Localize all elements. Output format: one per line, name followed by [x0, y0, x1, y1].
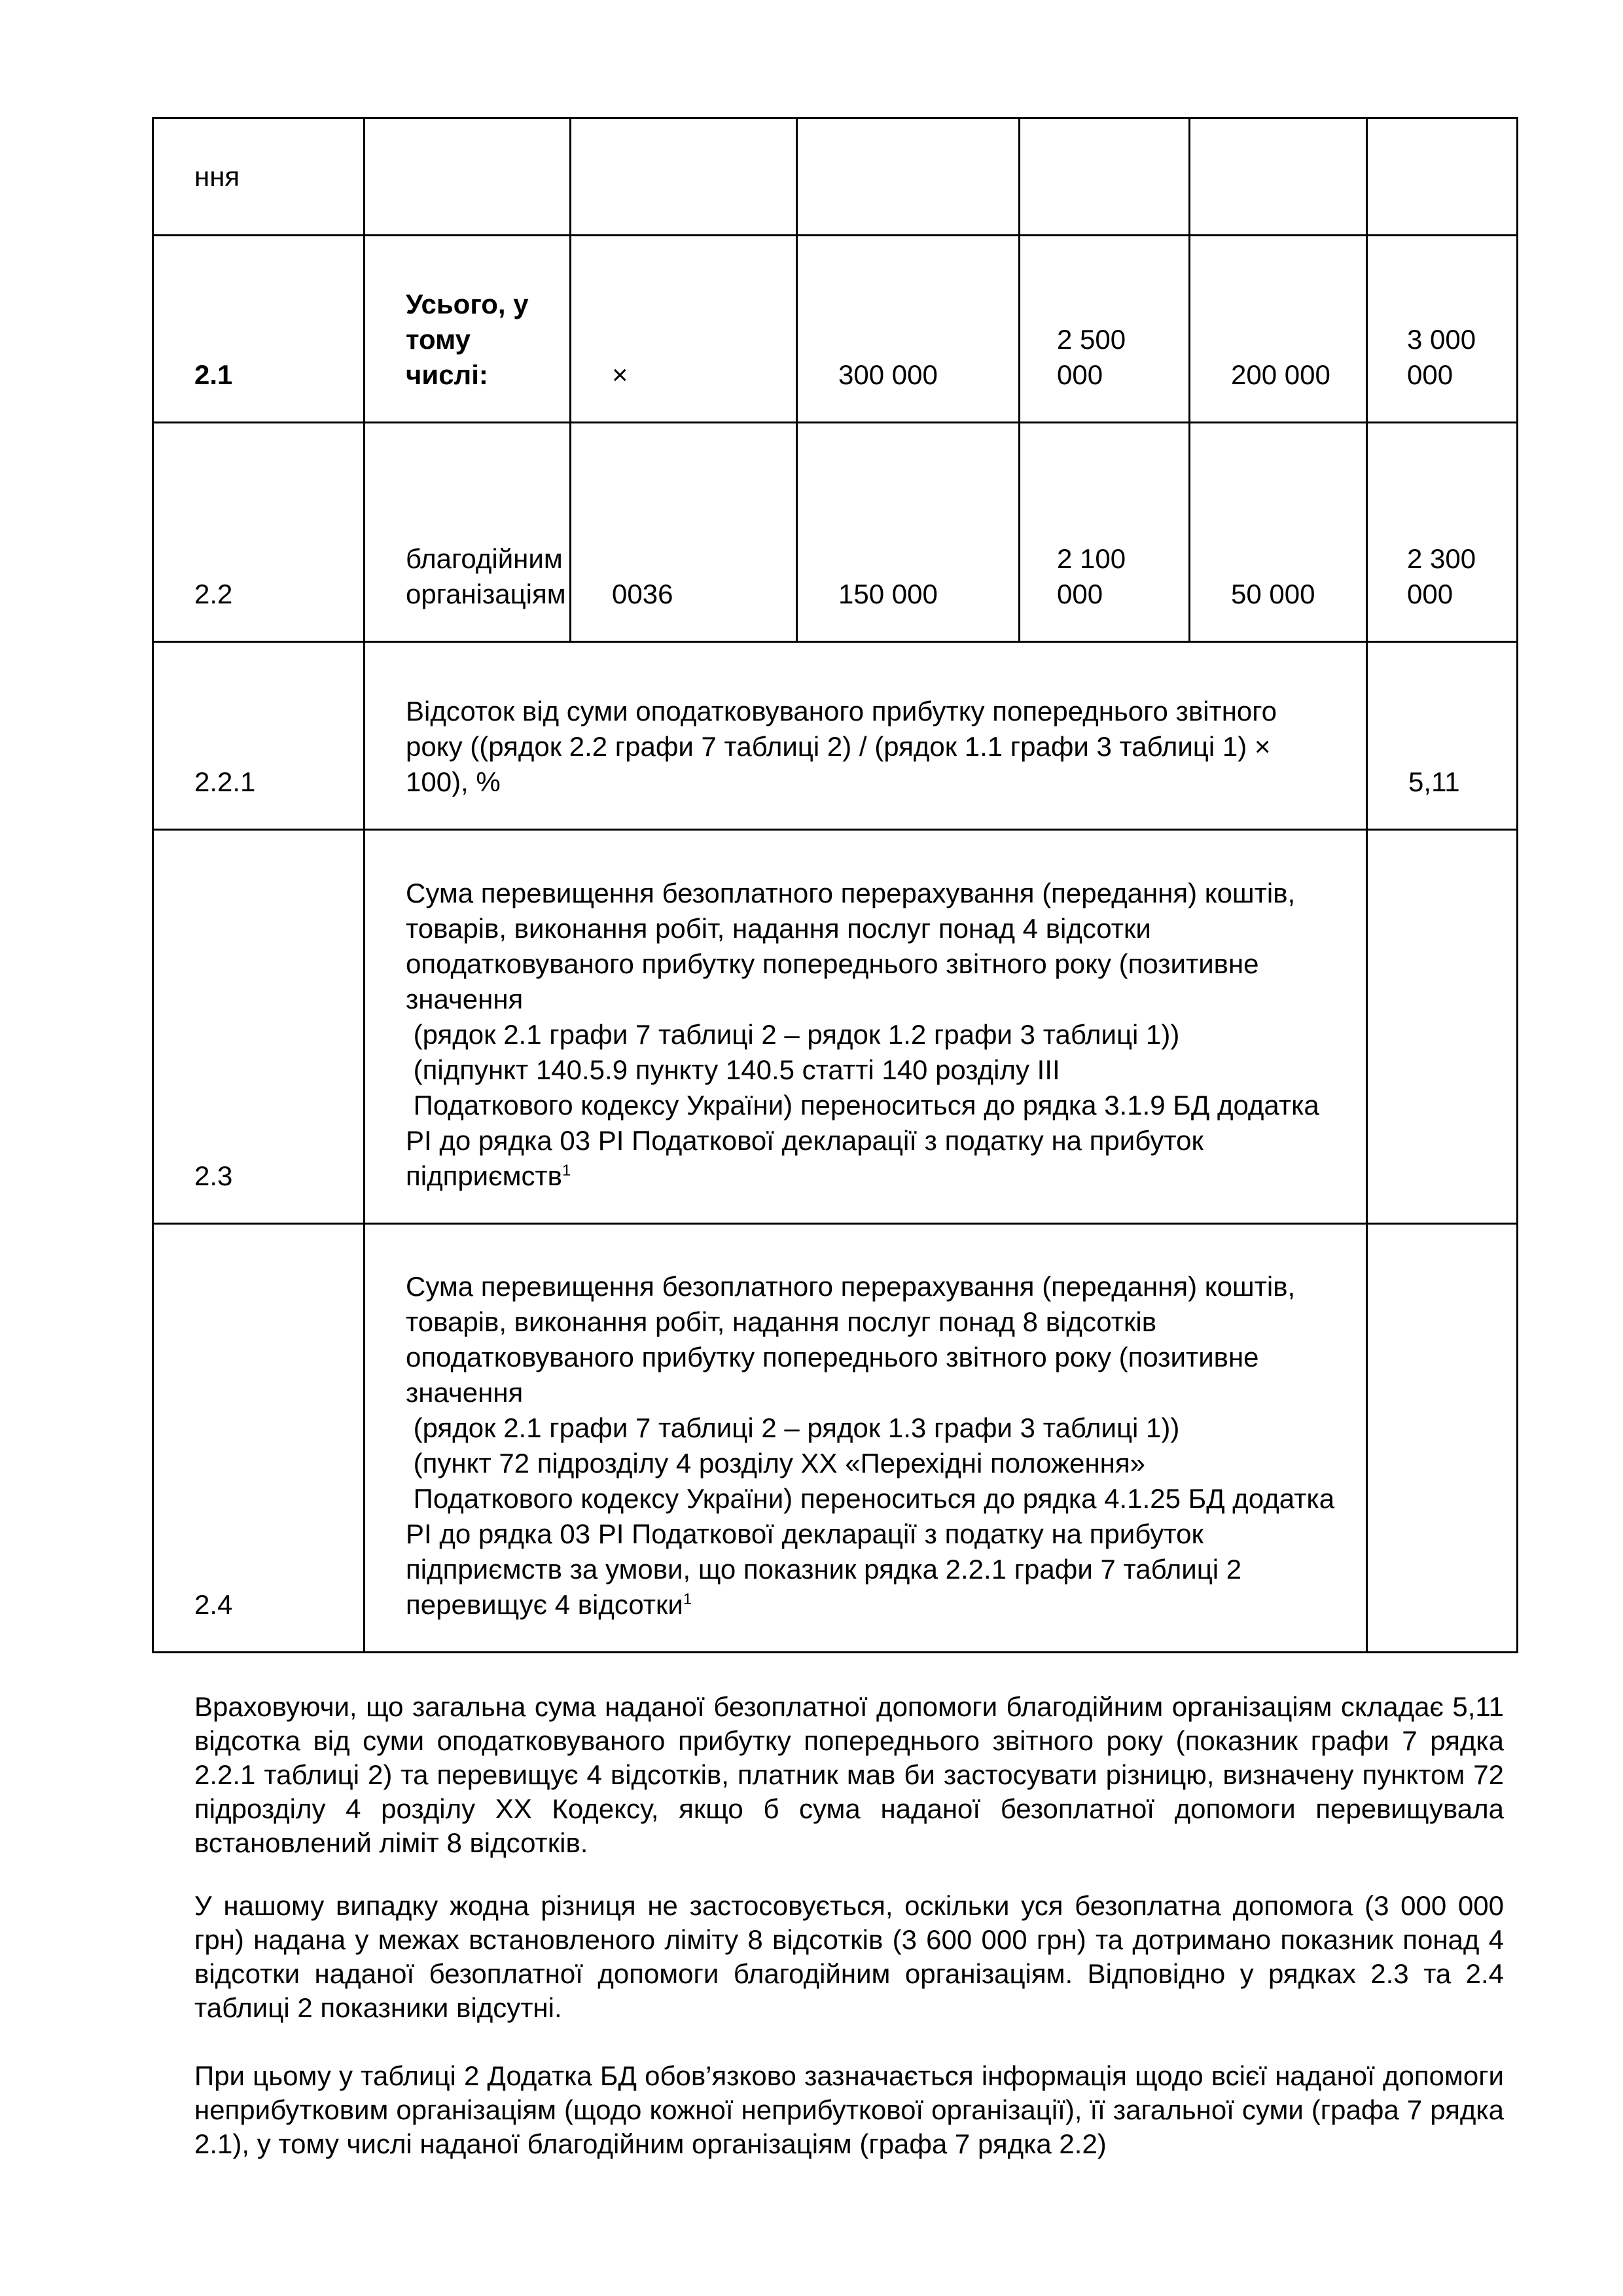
- row-number-cell: ння: [153, 118, 365, 236]
- table-row: [153, 1224, 1518, 1653]
- description-line: (рядок 2.1 графи 7 таблиці 2 – рядок 1.3 графи 3 таблиці 1)): [406, 1412, 1180, 1443]
- table-row: [153, 423, 1518, 642]
- table-row: [153, 236, 1518, 423]
- description-line: Сума перевищення безоплатного перерахування (передання) коштів, товарів, виконання робіт, надання послуг понад 8 відсотків оподатковуваного прибутку попереднього звітного року (позитивне значення: [406, 1271, 1296, 1408]
- name-cell: Усього, у тому числі:: [365, 236, 571, 423]
- row-number-cell: 2.2: [153, 423, 365, 642]
- value-cell: 3 000 000: [1367, 236, 1518, 423]
- description-line: (пункт 72 підрозділу 4 розділу XX «Перехідні положення»: [406, 1448, 1145, 1479]
- row-number-cell: 2.3: [153, 830, 365, 1224]
- value-cell: [1020, 118, 1190, 236]
- value-cell: 2 300 000: [1367, 423, 1518, 642]
- description-cell: [365, 830, 1367, 1224]
- value-cell: [1190, 118, 1367, 236]
- value-cell: 2 500 000: [1020, 236, 1190, 423]
- name-cell: благодійним організаціям: [365, 423, 571, 642]
- paragraph-reporting-note: При цьому у таблиці 2 Додатка БД обов’язково зазначається інформація щодо всієї наданої допомоги неприбутковим організаціям (щодо кожної неприбуткової організації), її загальної суми (графа 7 рядка 2.1), у тому числі наданої благодійним організаціям (графа 7 рядка 2.2): [194, 2060, 1504, 2159]
- description-cell: [365, 1224, 1367, 1653]
- description-line: (рядок 2.1 графи 7 таблиці 2 – рядок 1.2 графи 3 таблиці 1)): [406, 1019, 1180, 1050]
- description-cell: Відсоток від суми оподатковуваного прибутку попереднього звітного року ((рядок 2.2 графи 7 таблиці 2) / (рядок 1.1 графи 3 таблиці 1) × 100), %: [365, 642, 1367, 830]
- description-line: Податкового кодексу України) переноситься до рядка 4.1.25 БД додатка РІ до рядка 03 РІ Податкової декларації з податку на прибуток підприємств за умови, що показник рядка 2.2.1 графи 7 таблиці 2 перевищує 4 відсотки: [406, 1483, 1342, 1620]
- value-cell: 50 000: [1190, 423, 1367, 642]
- value-cell: 2 100 000: [1020, 423, 1190, 642]
- description-line: Сума перевищення безоплатного перерахування (передання) коштів, товарів, виконання робіт, надання послуг понад 4 відсотки оподатковуваного прибутку попереднього звітного року (позитивне значення: [406, 878, 1296, 1014]
- paragraph-conclusion: У нашому випадку жодна різниця не застосовується, оскільки уся безоплатна допомога (3 000 000 грн) надана у межах встановленого ліміту 8 відсотків (3 600 000 грн) та дотримано показник понад 4 відсотки наданої безоплатної допомоги благодійним організаціям. Відповідно у рядках 2.3 та 2.4 таблиці 2 показники відсутні.: [194, 1890, 1504, 2023]
- row-number-cell: 2.1: [153, 236, 365, 423]
- value-cell: 300 000: [797, 236, 1020, 423]
- footnote-marker: 1: [683, 1590, 692, 1608]
- row-number-cell: 2.4: [153, 1224, 365, 1653]
- code-cell: 0036: [571, 423, 797, 642]
- value-cell: 150 000: [797, 423, 1020, 642]
- table-row: [153, 642, 1518, 830]
- value-cell: 200 000: [1190, 236, 1367, 423]
- paragraph-explanation: Враховуючи, що загальна сума наданої безоплатної допомоги благодійним організаціям складає 5,11 відсотка від суми оподатковуваного прибутку попереднього звітного року (показник графи 7 рядка 2.2.1 таблиці 2) та перевищує 4 відсотків, платник мав би застосувати різницю, визначену пунктом 72 підрозділу 4 розділу XX Кодексу, якщо б сума наданої безоплатної допомоги перевищувала встановлений ліміт 8 відсотків.: [194, 1691, 1504, 1858]
- table-row: [153, 118, 1518, 236]
- table-row: [153, 830, 1518, 1224]
- table-2-nonprofit-aid: [152, 117, 1518, 1653]
- code-cell: [571, 118, 797, 236]
- footnote-marker: 1: [562, 1162, 571, 1179]
- row-number-cell: 2.2.1: [153, 642, 365, 830]
- value-cell: 5,11: [1367, 642, 1518, 830]
- value-cell: [1367, 1224, 1518, 1653]
- value-cell: [797, 118, 1020, 236]
- description-line: (підпункт 140.5.9 пункту 140.5 статті 140 розділу III: [406, 1054, 1060, 1085]
- description-line: Податкового кодексу України) переноситься до рядка 3.1.9 БД додатка РІ до рядка 03 РІ Податкової декларації з податку на прибуток підприємств: [406, 1090, 1327, 1191]
- code-cell: ×: [571, 236, 797, 423]
- value-cell: [1367, 830, 1518, 1224]
- value-cell: [1367, 118, 1518, 236]
- name-cell: [365, 118, 571, 236]
